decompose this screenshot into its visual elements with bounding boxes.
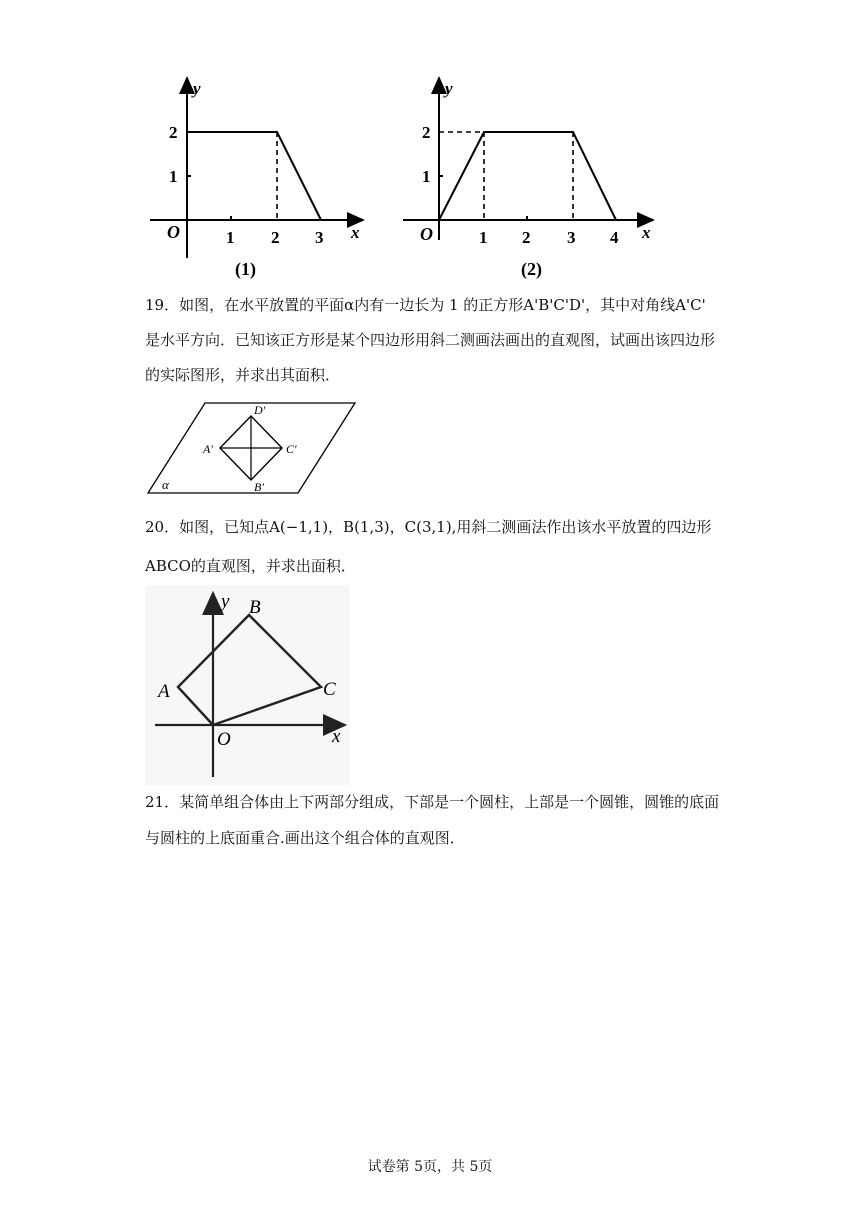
label-c: C′ <box>286 442 297 456</box>
q20-line-2: ABCO的直观图，并求出面积． <box>145 557 356 575</box>
q19-line-2: 是水平方向．已知该正方形是某个四边形用斜二测画法画出的直观图，试画出该四边形 <box>145 331 716 349</box>
graph-1-line <box>187 132 321 220</box>
label-d: D′ <box>254 403 266 417</box>
graph-2-line <box>439 132 616 220</box>
label-a: A′ <box>203 442 213 456</box>
graph-2-caption: (2) <box>521 259 542 279</box>
label-b: B <box>249 597 261 618</box>
y-tick-2: 2 <box>422 123 431 142</box>
x-tick-2: 2 <box>522 228 531 247</box>
x-tick-3: 3 <box>567 228 576 247</box>
label-b: B′ <box>254 480 264 494</box>
q19-line-3: 的实际图形，并求出其面积． <box>145 366 341 384</box>
q20-figure <box>145 585 350 785</box>
graph-1-caption: (1) <box>235 259 256 279</box>
origin-label: O <box>420 224 433 244</box>
graph-1 <box>145 70 385 285</box>
origin-label: O <box>167 222 180 242</box>
q20-line-1: 20．如图，已知点A(−1,1)，B(1,3)，C(3,1),用斜二测画法作出该水平放置的四边形 <box>145 518 712 536</box>
y-tick-1: 1 <box>169 167 178 186</box>
label-a: A <box>158 681 170 702</box>
x-label: x <box>351 223 360 242</box>
label-y: y <box>221 591 230 612</box>
q19-line-1: 19．如图，在水平放置的平面α内有一边长为 1 的正方形A'B'C'D'，其中对角线A'C' <box>145 296 706 314</box>
label-alpha: α <box>162 477 169 492</box>
y-tick-2: 2 <box>169 123 178 142</box>
x-tick-4: 4 <box>610 228 619 247</box>
graph-2 <box>395 70 670 285</box>
label-o: O <box>217 729 231 750</box>
label-x: x <box>332 726 341 747</box>
q21-line-1: 21．某简单组合体由上下两部分组成，下部是一个圆柱，上部是一个圆锥，圆锥的底面 <box>145 793 720 811</box>
x-label: x <box>642 223 651 242</box>
q19-figure <box>140 398 365 498</box>
x-tick-1: 1 <box>226 228 235 247</box>
y-tick-1: 1 <box>422 167 431 186</box>
x-tick-2: 2 <box>271 228 280 247</box>
y-label: y <box>445 79 453 98</box>
q21-line-2: 与圆柱的上底面重合.画出这个组合体的直观图． <box>145 829 465 847</box>
label-c: C <box>323 679 336 700</box>
page-footer: 试卷第 5页，共 5页 <box>367 1159 493 1175</box>
x-tick-3: 3 <box>315 228 324 247</box>
x-tick-1: 1 <box>479 228 488 247</box>
y-label: y <box>193 79 201 98</box>
